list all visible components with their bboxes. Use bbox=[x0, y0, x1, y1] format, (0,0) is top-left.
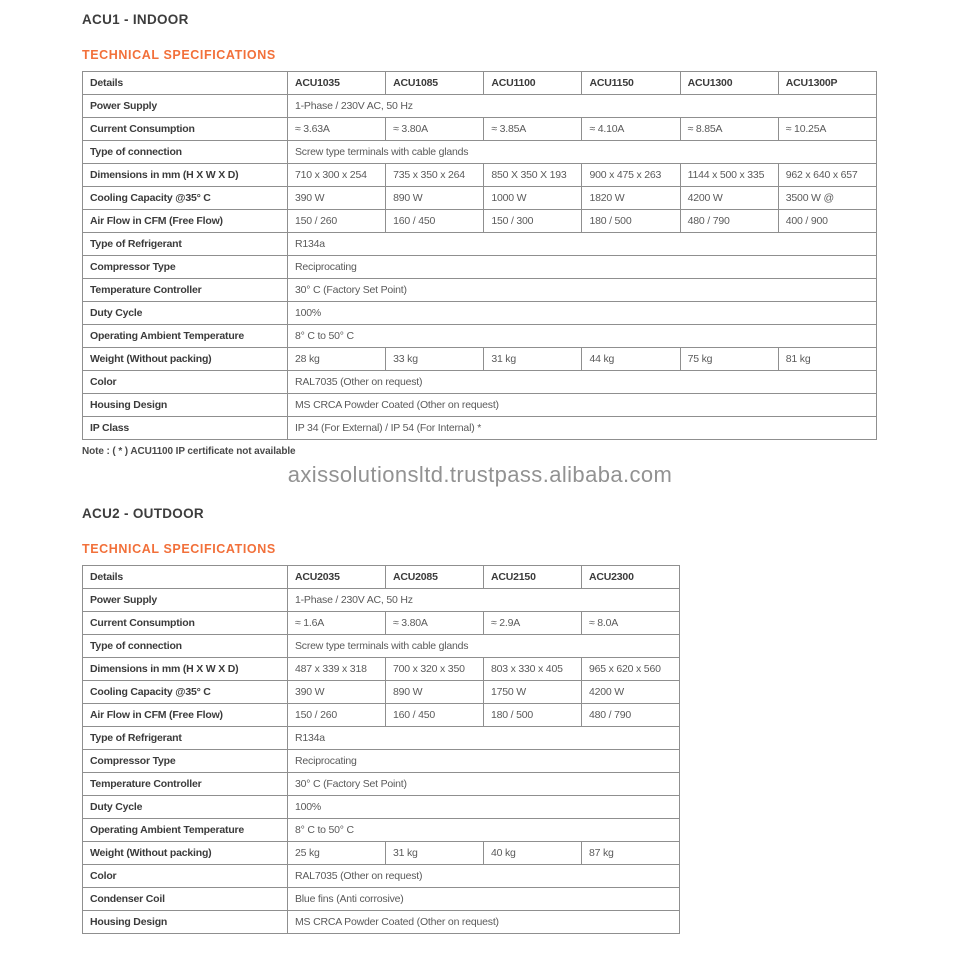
spec-cell: 25 kg bbox=[288, 842, 386, 865]
spec-row bbox=[83, 348, 877, 371]
spec-row bbox=[83, 819, 680, 842]
model-header-cell: ACU2150 bbox=[484, 566, 582, 589]
spec-cell-span: 30° C (Factory Set Point) bbox=[288, 773, 680, 796]
acu1-spec-table bbox=[82, 71, 877, 440]
details-header-cell: Details bbox=[83, 566, 288, 589]
spec-cell: ≈ 2.9A bbox=[484, 612, 582, 635]
spec-cell: ≈ 3.63A bbox=[288, 118, 386, 141]
spec-row-label: Type of connection bbox=[83, 635, 288, 658]
acu2-spec-table bbox=[82, 565, 680, 934]
spec-cell: 962 x 640 x 657 bbox=[778, 164, 876, 187]
spec-cell-span: 8° C to 50° C bbox=[288, 819, 680, 842]
technical-specifications-heading: TECHNICAL SPECIFICATIONS bbox=[82, 48, 276, 62]
spec-row bbox=[83, 842, 680, 865]
spec-cell-span: 1-Phase / 230V AC, 50 Hz bbox=[288, 95, 877, 118]
spec-cell: 81 kg bbox=[778, 348, 876, 371]
spec-cell: 3500 W @ bbox=[778, 187, 876, 210]
spec-cell-span: 30° C (Factory Set Point) bbox=[288, 279, 877, 302]
spec-row bbox=[83, 302, 877, 325]
watermark: axissolutionsltd.trustpass.alibaba.com bbox=[287, 462, 673, 487]
spec-cell: 487 x 339 x 318 bbox=[288, 658, 386, 681]
spec-cell: ≈ 8.85A bbox=[680, 118, 778, 141]
spec-row bbox=[83, 210, 877, 233]
spec-row bbox=[83, 187, 877, 210]
spec-row-label: Condenser Coil bbox=[83, 888, 288, 911]
model-header-cell: ACU2035 bbox=[288, 566, 386, 589]
model-header-cell: ACU1035 bbox=[288, 72, 386, 95]
spec-cell: 160 / 450 bbox=[386, 210, 484, 233]
spec-row-label: Dimensions in mm (H X W X D) bbox=[83, 164, 288, 187]
spec-cell: 1820 W bbox=[582, 187, 680, 210]
spec-row bbox=[83, 371, 877, 394]
spec-cell-span: R134a bbox=[288, 727, 680, 750]
spec-header-row bbox=[83, 72, 877, 95]
spec-cell: ≈ 8.0A bbox=[582, 612, 680, 635]
spec-row-label: Weight (Without packing) bbox=[83, 842, 288, 865]
spec-row-label: Power Supply bbox=[83, 95, 288, 118]
spec-row-label: Duty Cycle bbox=[83, 796, 288, 819]
spec-row-label: Air Flow in CFM (Free Flow) bbox=[83, 210, 288, 233]
model-header-cell: ACU2085 bbox=[386, 566, 484, 589]
spec-cell: ≈ 3.80A bbox=[386, 612, 484, 635]
spec-row-label: Air Flow in CFM (Free Flow) bbox=[83, 704, 288, 727]
spec-row bbox=[83, 704, 680, 727]
spec-row-label: Cooling Capacity @35° C bbox=[83, 681, 288, 704]
spec-row-label: Type of connection bbox=[83, 141, 288, 164]
spec-cell: 1750 W bbox=[484, 681, 582, 704]
spec-row-label: Current Consumption bbox=[83, 118, 288, 141]
spec-cell: 890 W bbox=[386, 187, 484, 210]
spec-cell: 803 x 330 x 405 bbox=[484, 658, 582, 681]
spec-cell: 1000 W bbox=[484, 187, 582, 210]
spec-row bbox=[83, 256, 877, 279]
spec-cell: 44 kg bbox=[582, 348, 680, 371]
spec-cell: 900 x 475 x 263 bbox=[582, 164, 680, 187]
spec-row bbox=[83, 635, 680, 658]
spec-cell-span: Blue fins (Anti corrosive) bbox=[288, 888, 680, 911]
spec-cell: 4200 W bbox=[582, 681, 680, 704]
spec-row bbox=[83, 727, 680, 750]
spec-row bbox=[83, 612, 680, 635]
spec-cell: 480 / 790 bbox=[582, 704, 680, 727]
spec-cell-span: 1-Phase / 230V AC, 50 Hz bbox=[288, 589, 680, 612]
spec-cell: 150 / 260 bbox=[288, 704, 386, 727]
spec-cell: 4200 W bbox=[680, 187, 778, 210]
model-header-cell: ACU1085 bbox=[386, 72, 484, 95]
spec-cell: 75 kg bbox=[680, 348, 778, 371]
spec-cell: 390 W bbox=[288, 187, 386, 210]
spec-cell: 890 W bbox=[386, 681, 484, 704]
spec-row-label: Color bbox=[83, 371, 288, 394]
spec-row-label: Housing Design bbox=[83, 911, 288, 934]
spec-cell: 850 X 350 X 193 bbox=[484, 164, 582, 187]
details-header-cell: Details bbox=[83, 72, 288, 95]
spec-cell-span: 100% bbox=[288, 796, 680, 819]
spec-cell-span: RAL7035 (Other on request) bbox=[288, 865, 680, 888]
spec-cell: ≈ 10.25A bbox=[778, 118, 876, 141]
spec-row-label: Duty Cycle bbox=[83, 302, 288, 325]
spec-cell: 390 W bbox=[288, 681, 386, 704]
spec-cell: 33 kg bbox=[386, 348, 484, 371]
spec-cell-span: 100% bbox=[288, 302, 877, 325]
spec-cell-span: Reciprocating bbox=[288, 750, 680, 773]
spec-row bbox=[83, 394, 877, 417]
spec-cell: 965 x 620 x 560 bbox=[582, 658, 680, 681]
spec-row bbox=[83, 750, 680, 773]
spec-cell-span: Screw type terminals with cable glands bbox=[288, 141, 877, 164]
section-acu2-outdoor bbox=[82, 506, 687, 934]
spec-row bbox=[83, 325, 877, 348]
spec-cell-span: Reciprocating bbox=[288, 256, 877, 279]
spec-cell: 40 kg bbox=[484, 842, 582, 865]
spec-cell-span: R134a bbox=[288, 233, 877, 256]
spec-row bbox=[83, 279, 877, 302]
spec-cell-span: 8° C to 50° C bbox=[288, 325, 877, 348]
spec-row bbox=[83, 796, 680, 819]
spec-cell: 180 / 500 bbox=[582, 210, 680, 233]
spec-row-label: Cooling Capacity @35° C bbox=[83, 187, 288, 210]
spec-cell-span: MS CRCA Powder Coated (Other on request) bbox=[288, 911, 680, 934]
spec-row-label: Operating Ambient Temperature bbox=[83, 819, 288, 842]
spec-row bbox=[83, 95, 877, 118]
spec-cell: 700 x 320 x 350 bbox=[386, 658, 484, 681]
spec-row bbox=[83, 141, 877, 164]
model-header-cell: ACU1300 bbox=[680, 72, 778, 95]
spec-row-label: IP Class bbox=[83, 417, 288, 440]
spec-row-label: Color bbox=[83, 865, 288, 888]
spec-cell: 180 / 500 bbox=[484, 704, 582, 727]
spec-row bbox=[83, 589, 680, 612]
spec-cell: 710 x 300 x 254 bbox=[288, 164, 386, 187]
spec-row-label: Compressor Type bbox=[83, 750, 288, 773]
spec-cell: ≈ 3.80A bbox=[386, 118, 484, 141]
model-header-cell: ACU1100 bbox=[484, 72, 582, 95]
spec-row bbox=[83, 233, 877, 256]
spec-row bbox=[83, 118, 877, 141]
spec-row bbox=[83, 417, 877, 440]
section-acu1-indoor bbox=[82, 12, 882, 457]
spec-row-label: Operating Ambient Temperature bbox=[83, 325, 288, 348]
spec-row bbox=[83, 164, 877, 187]
spec-cell: ≈ 1.6A bbox=[288, 612, 386, 635]
section-title: ACU1 - INDOOR bbox=[82, 12, 189, 27]
spec-row bbox=[83, 888, 680, 911]
model-header-cell: ACU1150 bbox=[582, 72, 680, 95]
spec-cell-span: IP 34 (For External) / IP 54 (For Internal) * bbox=[288, 417, 877, 440]
spec-cell: 480 / 790 bbox=[680, 210, 778, 233]
spec-cell: 160 / 450 bbox=[386, 704, 484, 727]
spec-row-label: Type of Refrigerant bbox=[83, 233, 288, 256]
spec-row-label: Housing Design bbox=[83, 394, 288, 417]
spec-row-label: Type of Refrigerant bbox=[83, 727, 288, 750]
spec-cell: 735 x 350 x 264 bbox=[386, 164, 484, 187]
spec-row bbox=[83, 658, 680, 681]
spec-cell: ≈ 4.10A bbox=[582, 118, 680, 141]
section-title: ACU2 - OUTDOOR bbox=[82, 506, 204, 521]
spec-row bbox=[83, 911, 680, 934]
model-header-cell: ACU1300P bbox=[778, 72, 876, 95]
spec-cell: ≈ 3.85A bbox=[484, 118, 582, 141]
spec-cell: 150 / 300 bbox=[484, 210, 582, 233]
spec-row-label: Dimensions in mm (H X W X D) bbox=[83, 658, 288, 681]
model-header-cell: ACU2300 bbox=[582, 566, 680, 589]
spec-cell: 87 kg bbox=[582, 842, 680, 865]
spec-row bbox=[83, 773, 680, 796]
spec-cell: 28 kg bbox=[288, 348, 386, 371]
spec-row bbox=[83, 865, 680, 888]
technical-specifications-heading: TECHNICAL SPECIFICATIONS bbox=[82, 542, 276, 556]
spec-row-label: Power Supply bbox=[83, 589, 288, 612]
spec-cell-span: MS CRCA Powder Coated (Other on request) bbox=[288, 394, 877, 417]
spec-row-label: Compressor Type bbox=[83, 256, 288, 279]
spec-cell-span: RAL7035 (Other on request) bbox=[288, 371, 877, 394]
spec-row-label: Weight (Without packing) bbox=[83, 348, 288, 371]
spec-cell: 1144 x 500 x 335 bbox=[680, 164, 778, 187]
spec-cell-span: Screw type terminals with cable glands bbox=[288, 635, 680, 658]
spec-cell: 31 kg bbox=[484, 348, 582, 371]
spec-row-label: Current Consumption bbox=[83, 612, 288, 635]
footnote: Note : ( * ) ACU1100 IP certificate not available bbox=[82, 446, 296, 457]
spec-cell: 400 / 900 bbox=[778, 210, 876, 233]
spec-row-label: Temperature Controller bbox=[83, 773, 288, 796]
spec-cell: 31 kg bbox=[386, 842, 484, 865]
spec-row bbox=[83, 681, 680, 704]
spec-row-label: Temperature Controller bbox=[83, 279, 288, 302]
spec-header-row bbox=[83, 566, 680, 589]
spec-cell: 150 / 260 bbox=[288, 210, 386, 233]
